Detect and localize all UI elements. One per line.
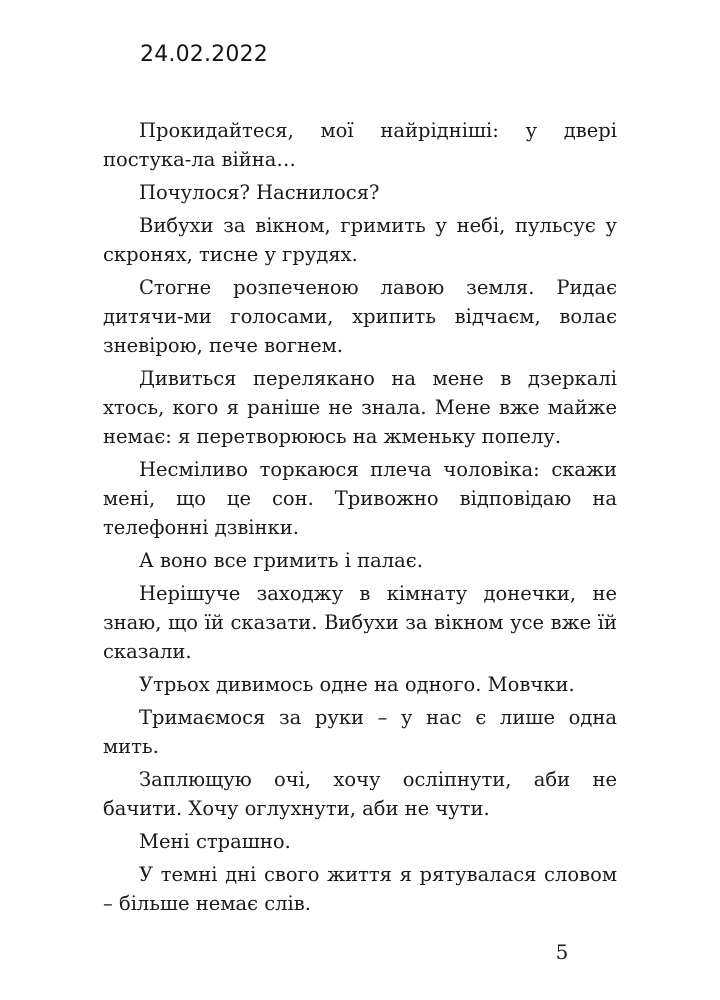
body-text xyxy=(103,116,617,922)
paragraph-13: У темні дні свого життя я рятувалася словом – більше немає слів. xyxy=(103,863,617,915)
page-number: 5 xyxy=(555,940,569,964)
paragraph-3: Вибухи за вікном, гримить у небі, пульсує у скронях, тисне у грудях. xyxy=(103,214,617,266)
paragraph-4: Стогне розпеченою лавою земля. Ридає дитячи-ми голосами, хрипить відчаєм, волає зневірою, пече вогнем. xyxy=(103,276,617,357)
paragraph-12: Мені страшно. xyxy=(139,830,291,853)
date-heading: 24.02.2022 xyxy=(140,42,268,67)
paragraph-10: Тримаємося за руки – у нас є лише одна мить. xyxy=(103,706,617,758)
paragraph-2: Почулося? Наснилося? xyxy=(139,181,380,204)
paragraph-9: Утрьох дивимось одне на одного. Мовчки. xyxy=(139,673,575,696)
paragraph-1: Прокидайтеся, мої найрідніші: у двері постука-ла війна… xyxy=(103,119,617,171)
paragraph-8: Нерішуче заходжу в кімнату донечки, не знаю, що їй сказати. Вибухи за вікном усе вже їй сказали. xyxy=(103,582,617,663)
paragraph-6: Несміливо торкаюся плеча чоловіка: скажи мені, що це сон. Тривожно відповідаю на телефонні дзвінки. xyxy=(103,458,617,539)
paragraph-5: Дивиться перелякано на мене в дзеркалі хтось, кого я раніше не знала. Мене вже майже немає: я перетворююсь на жменьку попелу. xyxy=(103,367,617,448)
paragraph-11: Заплющую очі, хочу осліпнути, аби не бачити. Хочу оглухнути, аби не чути. xyxy=(103,768,617,820)
paragraph-7: А воно все гримить і палає. xyxy=(139,549,423,572)
